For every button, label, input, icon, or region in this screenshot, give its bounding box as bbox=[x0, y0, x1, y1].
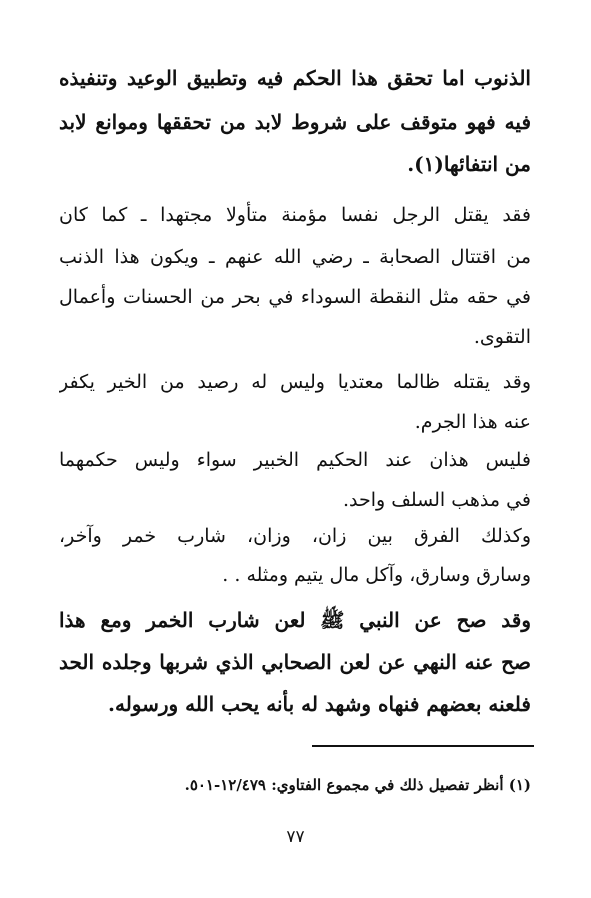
text-line: وقد يقتله ظالما معتديا وليس له رصيد من الخير يكفر bbox=[59, 371, 531, 393]
footnote-separator bbox=[312, 745, 534, 747]
text-line: من انتفائها(١). bbox=[407, 152, 531, 176]
text-line: عنه هذا الجرم. bbox=[414, 411, 531, 433]
text-line: فليس هذان عند الحكيم الخبير سواء وليس حكمهما bbox=[59, 449, 531, 471]
text-line: التقوى. bbox=[473, 326, 531, 348]
text-line: في حقه مثل النقطة السوداء في بحر من الحسنات وأعمال bbox=[59, 286, 531, 308]
text-line: وقد صح عن النبي ﷺ لعن شارب الخمر ومع هذا bbox=[59, 608, 531, 632]
text-line: من اقتتال الصحابة ـ رضي الله عنهم ـ ويكون هذا الذنب bbox=[59, 246, 531, 268]
page-number: ٧٧ bbox=[286, 827, 305, 847]
text-line: صح عنه النهي عن لعن الصحابي الذي شربها وجلده الحد bbox=[59, 650, 531, 674]
footnote: (١) أنظر تفصيل ذلك في مجموع الفتاوي: ١٢/٤٧٩-٥٠١. bbox=[184, 776, 531, 794]
text-line: الذنوب اما تحقق هذا الحكم فيه وتطبيق الوعيد وتنفيذه bbox=[59, 66, 531, 90]
text-line: فلعنه بعضهم فنهاه وشهد له بأنه يحب الله ورسوله. bbox=[108, 692, 531, 716]
text-line: في مذهب السلف واحد. bbox=[342, 489, 531, 511]
text-line: فيه فهو متوقف على شروط لابد من تحققها وموانع لابد bbox=[59, 110, 531, 134]
text-line: وكذلك الفرق بين زان، وزان، شارب خمر وآخر، bbox=[59, 525, 531, 547]
text-line: وسارق وسارق، وآكل مال يتيم ومثله . . bbox=[222, 564, 531, 586]
text-line: فقد يقتل الرجل نفسا مؤمنة متأولا مجتهدا ـ كما كان bbox=[59, 204, 531, 226]
